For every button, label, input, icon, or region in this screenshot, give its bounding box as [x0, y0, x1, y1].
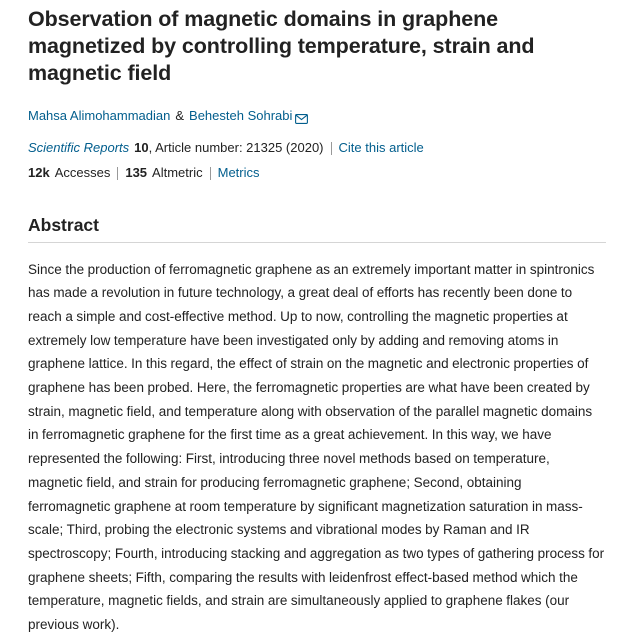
journal-link[interactable]: Scientific Reports	[28, 140, 130, 155]
citation-divider	[331, 142, 332, 155]
author-link-1[interactable]: Mahsa Alimohammadian	[28, 108, 171, 123]
citation-line	[28, 139, 606, 157]
metrics-divider-2	[210, 167, 211, 180]
article-title: Observation of magnetic domains in graphene magnetized by controlling temperature, strain and magnetic field	[28, 7, 535, 85]
cite-this-article-link[interactable]: Cite this article	[338, 140, 424, 155]
metrics-link[interactable]: Metrics	[217, 165, 260, 180]
author-list	[28, 107, 606, 125]
altmetric-label: Altmetric	[152, 165, 203, 180]
metrics-bar	[28, 164, 606, 182]
abstract-heading: Abstract	[28, 214, 606, 243]
abstract-body: Since the production of ferromagnetic graphene as an extremely important matter in spintronics has made a revolution in future technology, a great deal of efforts has recently been done to reach a simple and cost-effective method. Up to now, controlling the magnetic properties at extremely low temperature have been investigated only by adding and removing atoms in graphene lattice. In this regard, the effect of strain on the magnetic and electronic properties of graphene has been probed. Here, the ferromagnetic properties are what have been created by strain, magnetic field, and temperature along with observation of the parallel magnetic domains in ferromagnetic graphene for the first time as a great achievement. In this way, we have represented the following: First, introducing three novel methods based on temperature, magnetic field, and strain for producing ferromagnetic graphene; Second, obtaining ferromagnetic graphene at room temperature by significant magnetization saturation in mass-scale; Third, probing the electronic systems and vibrational modes by Raman and IR spectroscopy; Fourth, introducing stacking and aggregation as two types of gathering process for graphene sheets; Fifth, comparing the results with leidenfrost effect-based method which the temperature, magnetic fields, and strain are simultaneously applied to graphene flakes (our previous work).	[28, 261, 605, 633]
accesses-count: 12k	[28, 165, 50, 180]
metrics-divider-1	[117, 167, 118, 180]
altmetric-count: 135	[125, 165, 148, 180]
author-separator: &	[175, 108, 185, 123]
article-number: , Article number: 21325 (2020)	[148, 140, 324, 155]
volume-number: 10	[134, 140, 149, 155]
accesses-label: Accesses	[54, 165, 111, 180]
author-link-2[interactable]: Behesteh Sohrabi	[189, 108, 293, 123]
envelope-icon[interactable]	[295, 111, 308, 121]
